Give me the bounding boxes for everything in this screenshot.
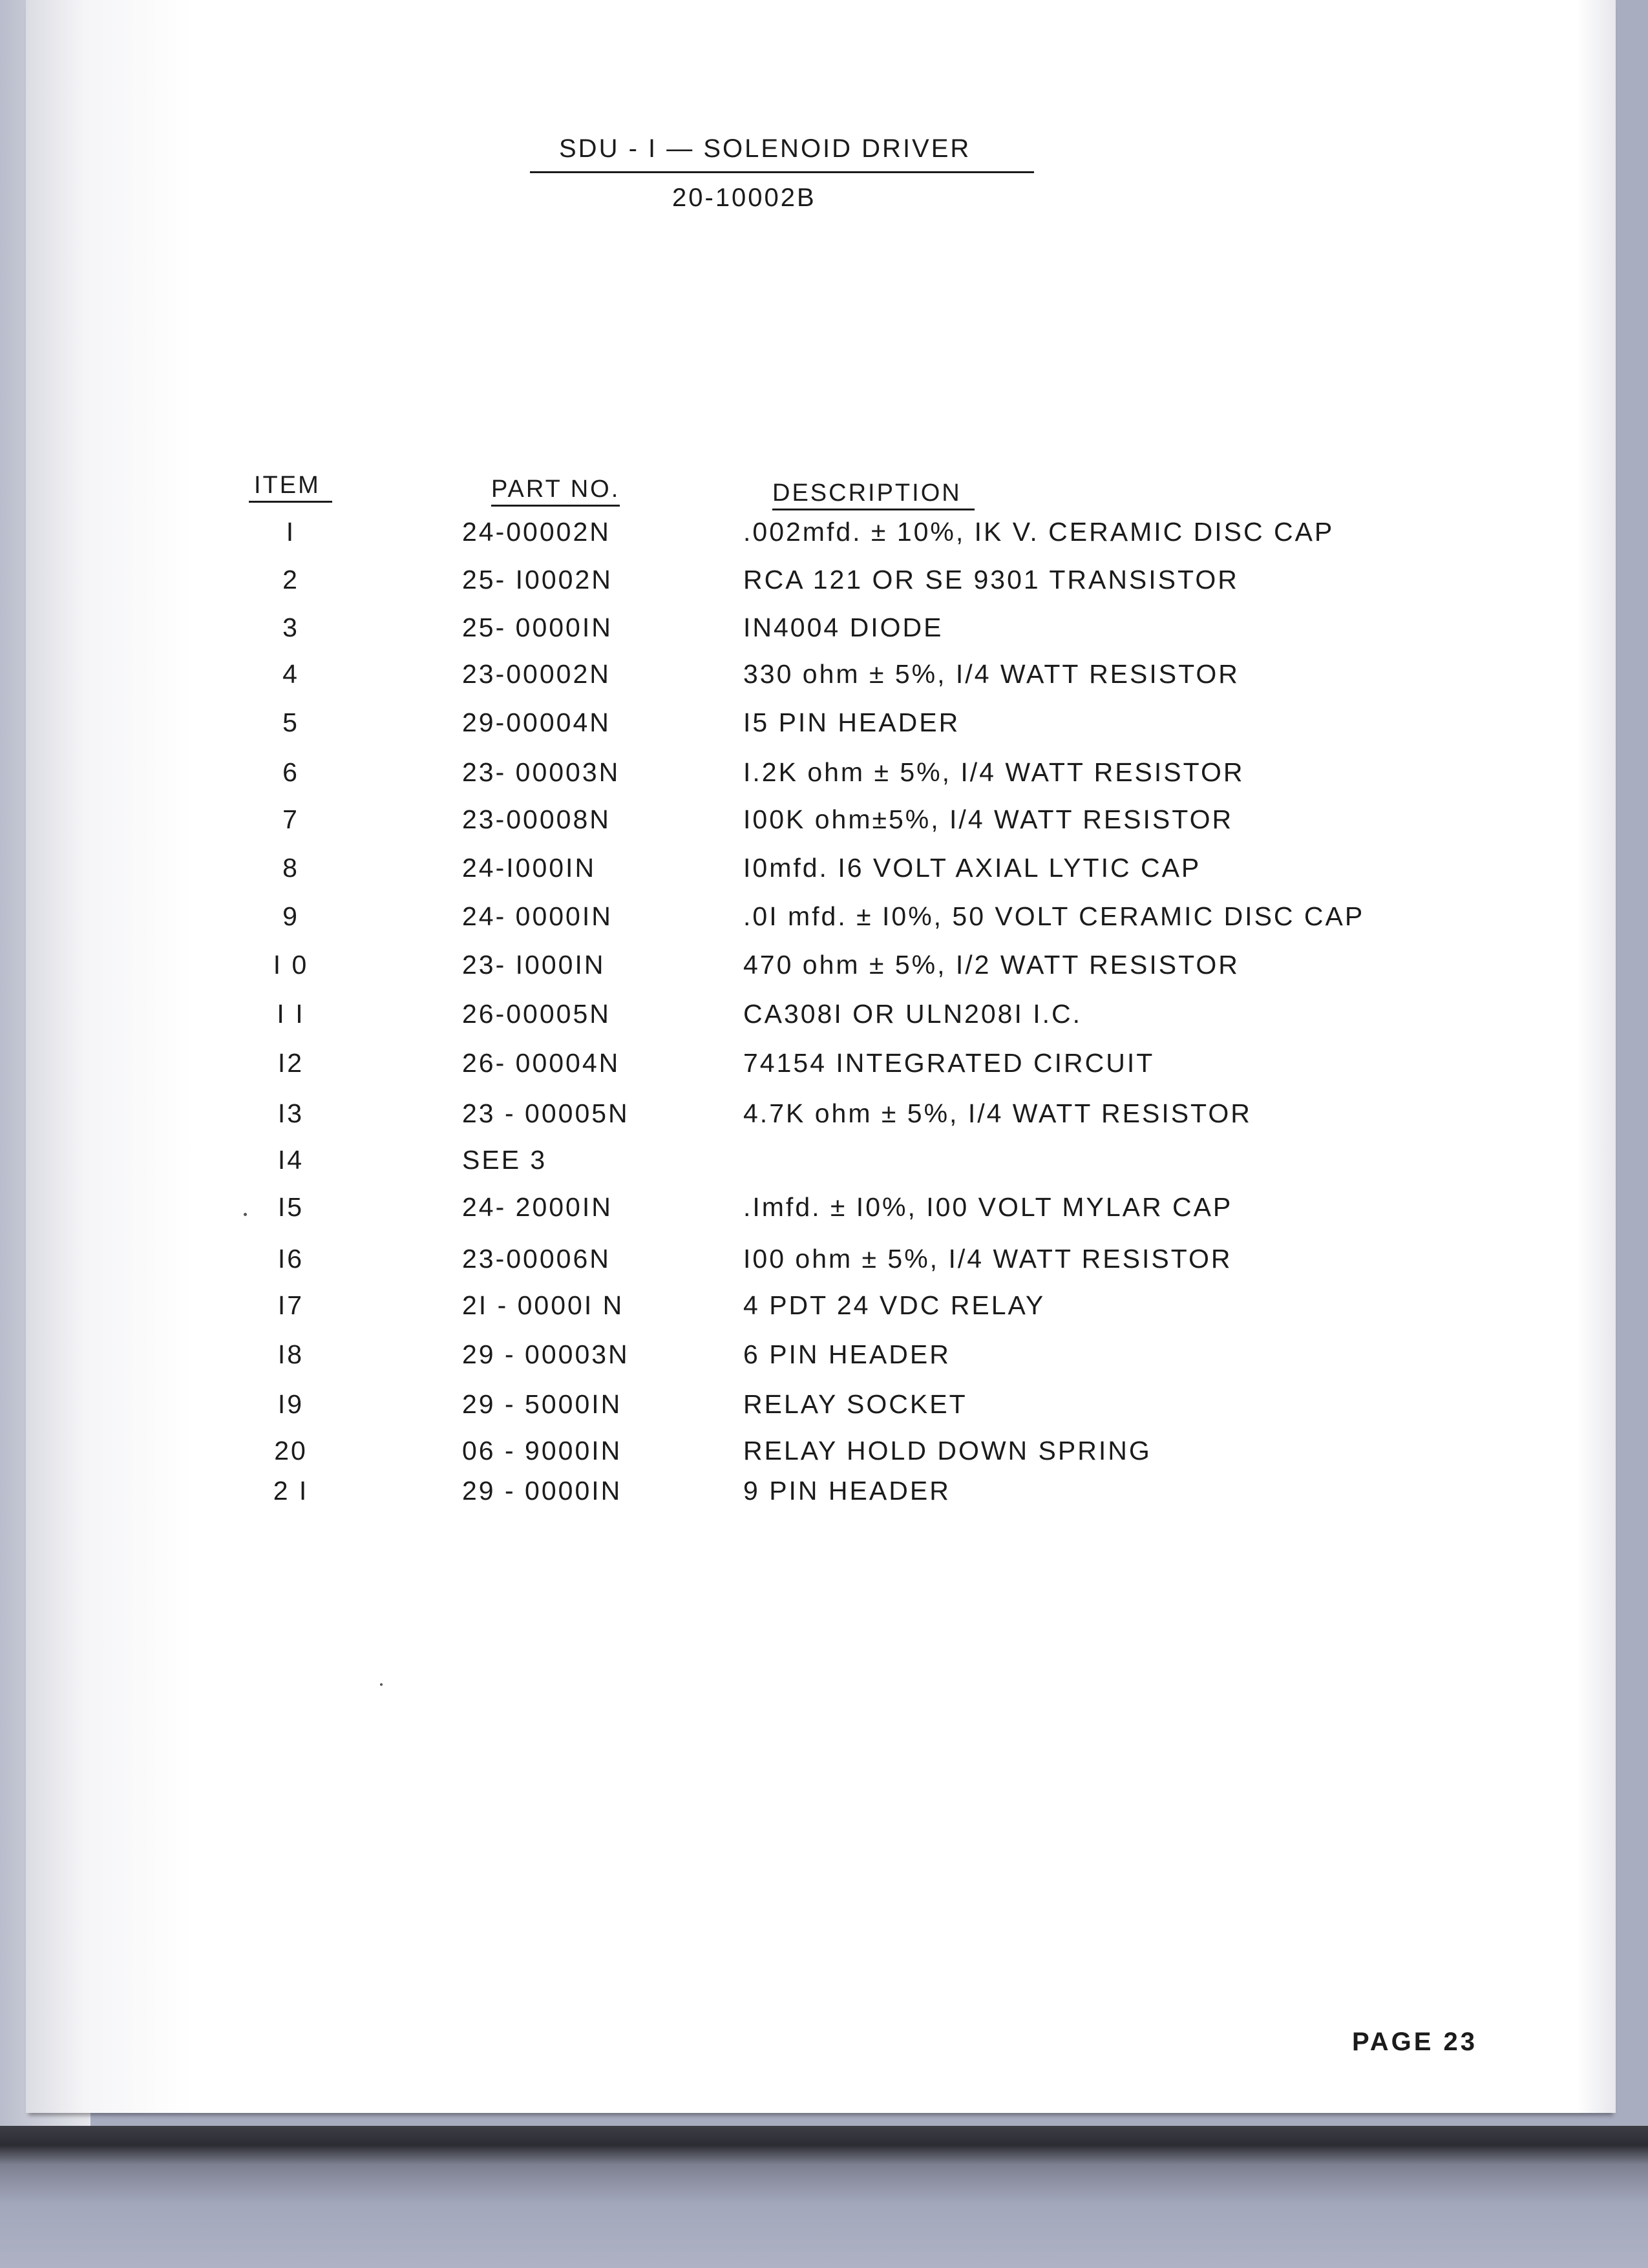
column-header-description: DESCRIPTION [772,479,975,510]
parts-row [0,999,1648,1038]
part-number: 26- 00004N [462,1048,620,1078]
part-description: .Imfd. ± I0%, I00 VOLT MYLAR CAP [743,1192,1233,1222]
part-number: 23-00008N [462,804,611,834]
item-number: 9 [282,901,299,931]
item-number: 4 [282,659,299,689]
item-number: 3 [282,613,299,642]
part-number: 23 - 00005N [462,1098,629,1128]
parts-row [0,1389,1648,1428]
part-description: 74154 INTEGRATED CIRCUIT [743,1048,1155,1078]
item-number: I3 [277,1098,304,1128]
item-number: I6 [277,1244,304,1274]
part-number: 23- 00003N [462,757,620,787]
part-number: 29 - 00003N [462,1339,629,1369]
part-description: I5 PIN HEADER [743,708,960,737]
item-number: I 0 [273,950,309,980]
part-number: 25- 0000IN [462,613,613,642]
parts-row [0,1048,1648,1087]
part-description: RELAY SOCKET [743,1389,967,1419]
item-number: 20 [274,1436,308,1465]
part-description: 4 PDT 24 VDC RELAY [743,1290,1046,1320]
part-number: 23-00002N [462,659,611,689]
scan-speck [380,1683,383,1686]
part-number: 29 - 0000IN [462,1476,622,1506]
item-number: 2 [282,565,299,594]
part-description: I0mfd. I6 VOLT AXIAL LYTIC CAP [743,853,1201,883]
page-number: PAGE 23 [1352,2028,1477,2056]
part-number: 26-00005N [462,999,611,1029]
part-number: 25- I0002N [462,565,613,594]
item-number: I I [277,999,305,1029]
part-description: RELAY HOLD DOWN SPRING [743,1436,1152,1465]
parts-row [0,1339,1648,1378]
part-description: 9 PIN HEADER [743,1476,951,1506]
part-number: 23- I000IN [462,950,606,980]
item-number: I7 [277,1290,304,1320]
part-description: .002mfd. ± 10%, IK V. CERAMIC DISC CAP [743,517,1335,547]
parts-row [0,1098,1648,1137]
parts-row [0,1145,1648,1184]
part-description: CA308I OR ULN208I I.C. [743,999,1083,1029]
item-number: I8 [277,1339,304,1369]
item-number: 2 I [273,1476,309,1506]
part-number: SEE 3 [462,1145,547,1175]
part-description: I00 ohm ± 5%, I/4 WATT RESISTOR [743,1244,1232,1274]
part-description: 6 PIN HEADER [743,1339,951,1369]
part-description: 4.7K ohm ± 5%, I/4 WATT RESISTOR [743,1098,1252,1128]
item-number: I5 [277,1192,304,1222]
part-number: 24-00002N [462,517,611,547]
parts-row [0,659,1648,698]
part-description: 470 ohm ± 5%, I/2 WATT RESISTOR [743,950,1240,980]
parts-row [0,757,1648,796]
part-description: 330 ohm ± 5%, I/4 WATT RESISTOR [743,659,1240,689]
document-number: 20-10002B [672,184,816,212]
parts-row [0,1476,1648,1515]
parts-row [0,1290,1648,1329]
parts-row [0,1192,1648,1231]
parts-row [0,901,1648,940]
item-number: I2 [277,1048,304,1078]
item-number: 5 [282,708,299,737]
parts-row [0,565,1648,604]
parts-row [0,1436,1648,1475]
item-number: I [286,517,296,547]
scan-speck [244,1213,247,1216]
parts-row [0,613,1648,651]
document-title: SDU - I — SOLENOID DRIVER [530,134,1034,173]
part-number: 23-00006N [462,1244,611,1274]
part-number: 29-00004N [462,708,611,737]
part-description: IN4004 DIODE [743,613,944,642]
part-description: I.2K ohm ± 5%, I/4 WATT RESISTOR [743,757,1245,787]
item-number: I4 [277,1145,304,1175]
part-description: RCA 121 OR SE 9301 TRANSISTOR [743,565,1239,594]
item-number: 8 [282,853,299,883]
column-header-item: ITEM [249,472,332,503]
part-description: I00K ohm±5%, I/4 WATT RESISTOR [743,804,1234,834]
parts-row [0,950,1648,989]
parts-row [0,853,1648,892]
part-description: .0I mfd. ± I0%, 50 VOLT CERAMIC DISC CAP [743,901,1365,931]
item-number: I9 [277,1389,304,1419]
part-number: 06 - 9000IN [462,1436,622,1465]
parts-row [0,1244,1648,1283]
item-number: 7 [282,804,299,834]
column-header-part-no: PART NO. [491,476,620,507]
part-number: 2I - 0000I N [462,1290,624,1320]
part-number: 24- 0000IN [462,901,613,931]
part-number: 29 - 5000IN [462,1389,622,1419]
parts-row [0,708,1648,746]
parts-row [0,517,1648,556]
part-number: 24- 2000IN [462,1192,613,1222]
parts-row [0,804,1648,843]
item-number: 6 [282,757,299,787]
part-number: 24-I000IN [462,853,597,883]
